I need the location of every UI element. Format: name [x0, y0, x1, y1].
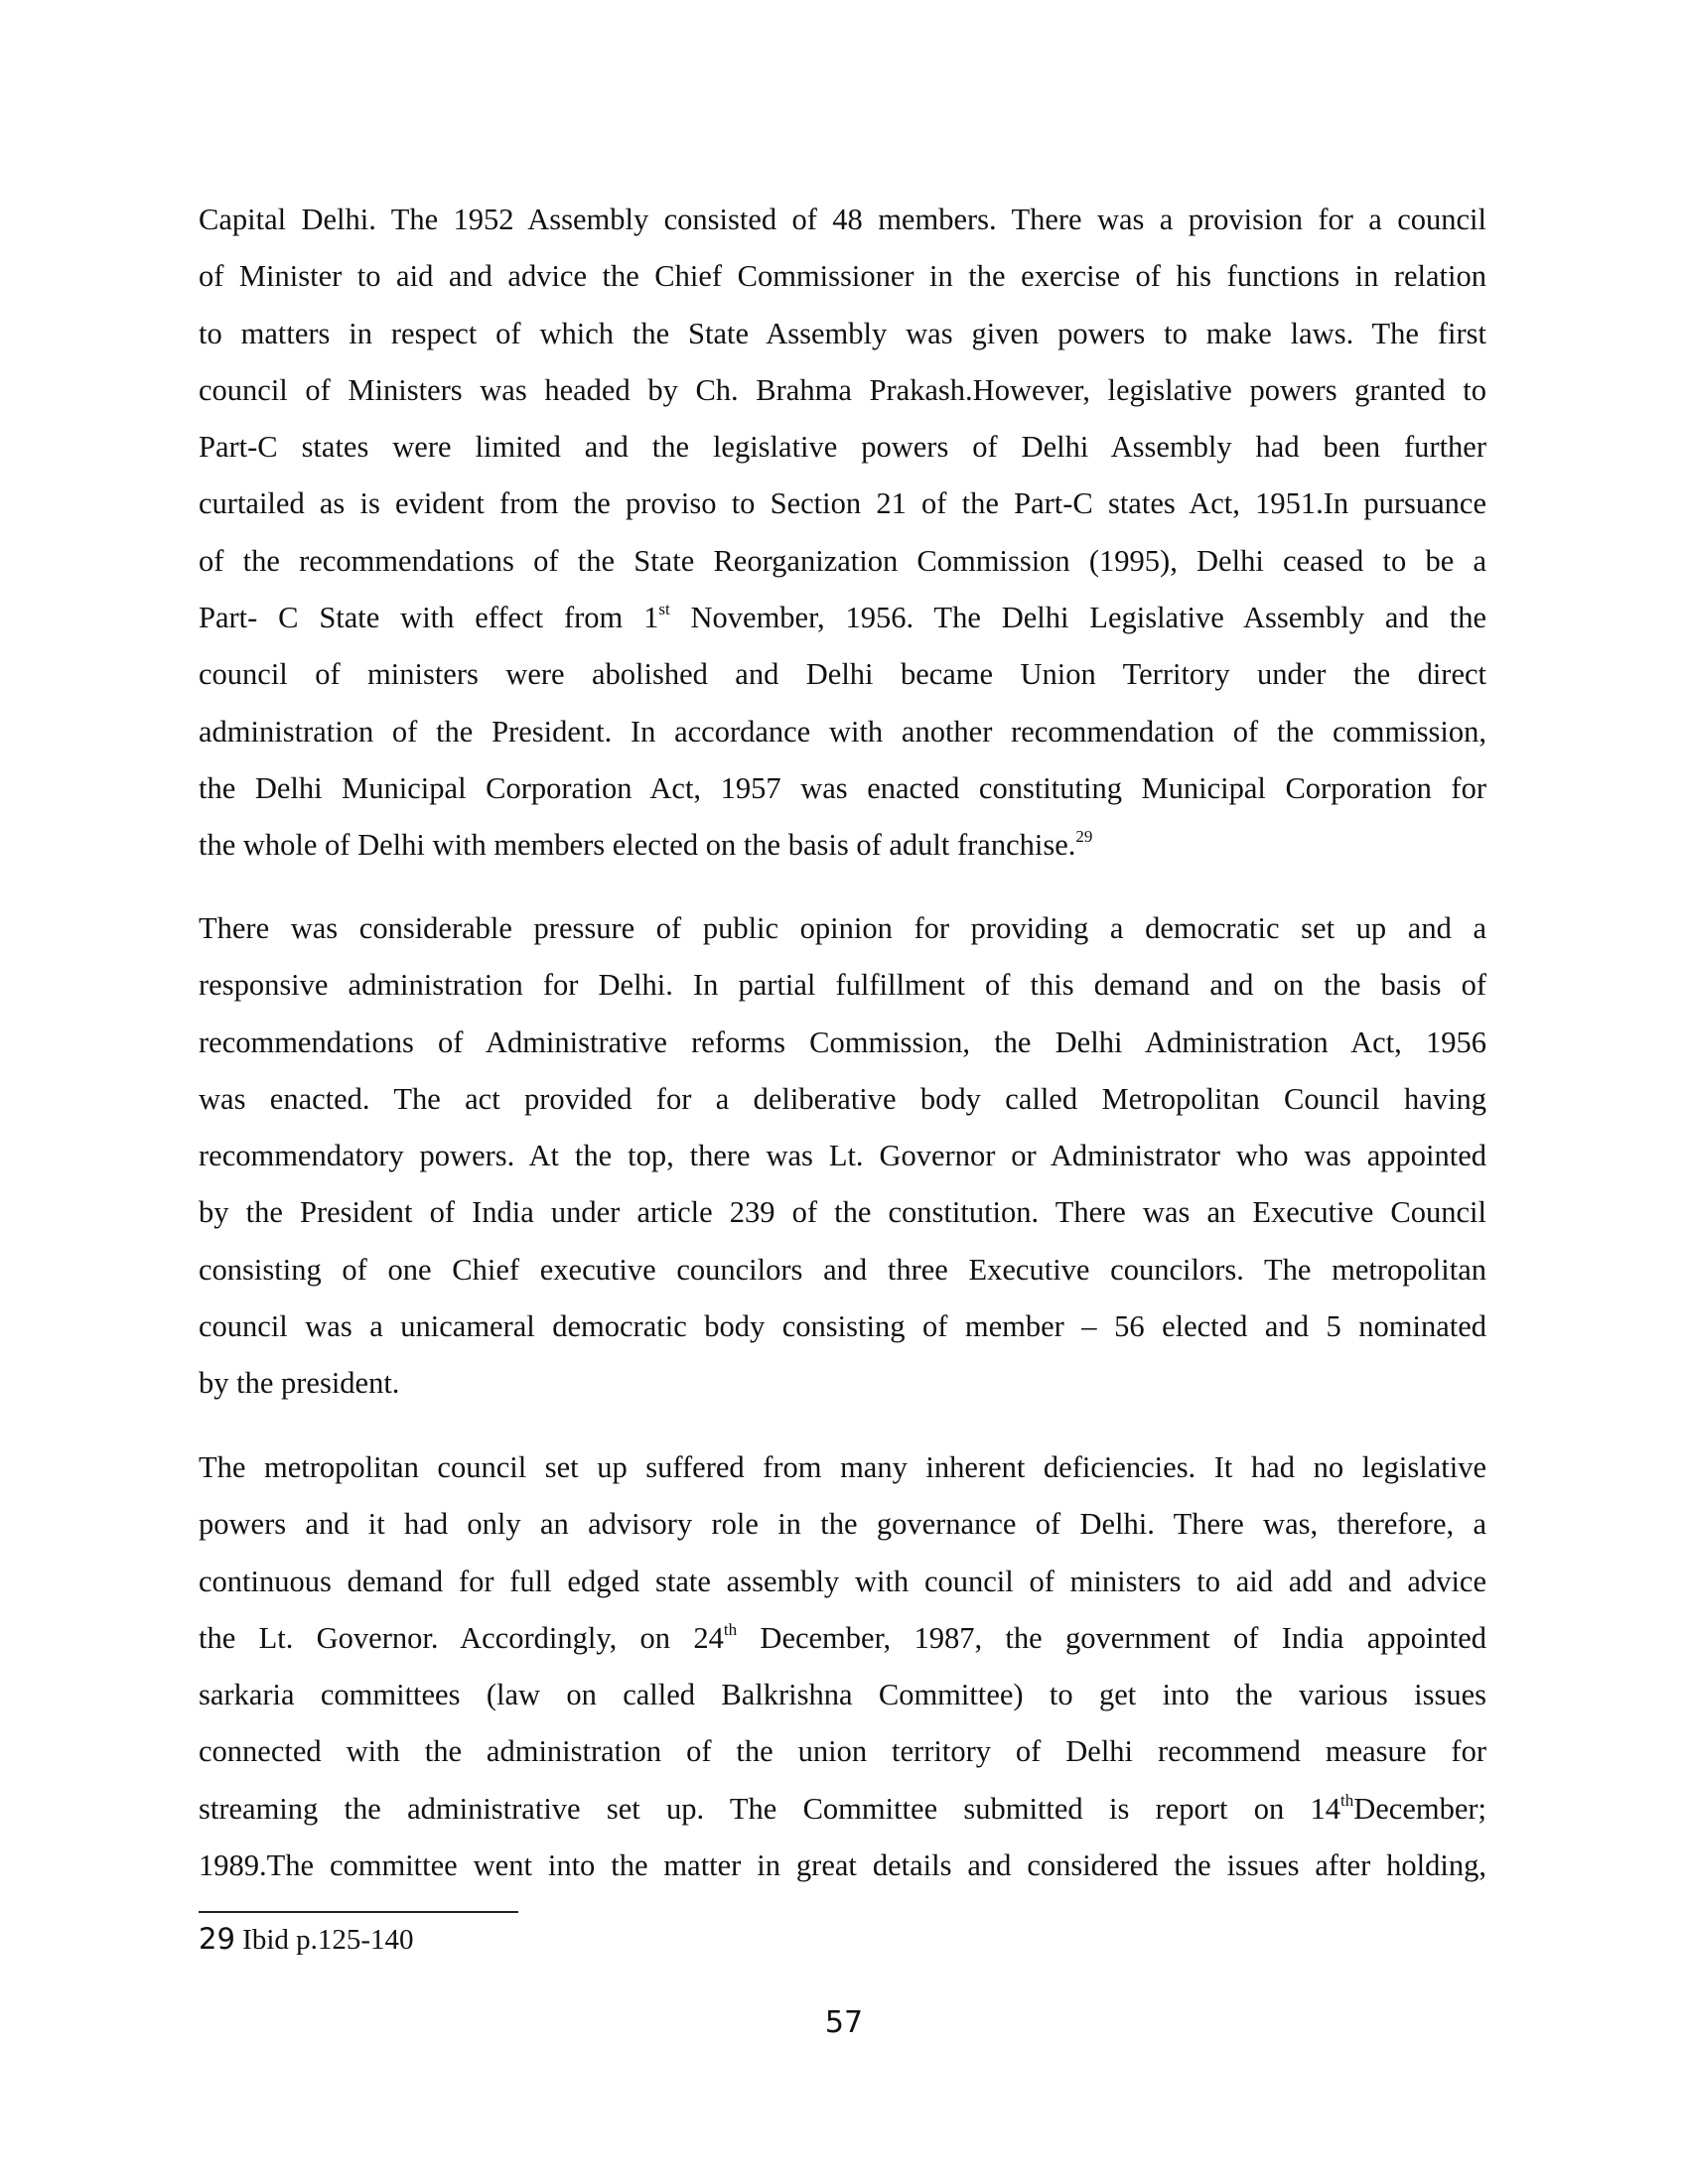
text-line: connected with the administration of the union territory of Delhi recommend measure for	[199, 1734, 1486, 1769]
text-line: of Minister to aid and advice the Chief Commissioner in the exercise of his functions in relation	[199, 259, 1486, 294]
text-run: December;	[1353, 1791, 1486, 1826]
ordinal-superscript: th	[723, 1619, 738, 1639]
text-line: the Delhi Municipal Corporation Act, 1957 was enacted constituting Municipal Corporation for	[199, 770, 1486, 805]
text-run: Part- C State with effect from 1	[199, 601, 659, 635]
page-number: 57	[824, 2005, 864, 2040]
text-line: 1989.The committee went into the matter in great details and considered the issues after holding,	[199, 1848, 1486, 1883]
text-line: responsive administration for Delhi. In partial fulfillment of this demand and on the basis of	[199, 968, 1486, 1003]
text-run: streaming the administrative set up. The Committee submitted is report on 14	[199, 1791, 1340, 1826]
text-line: recommendatory powers. At the top, there was Lt. Governor or Administrator who was appointed	[199, 1139, 1486, 1173]
text-run: the Lt. Governor. Accordingly, on 24	[199, 1620, 724, 1655]
text-line	[199, 590, 1486, 646]
text-run: the whole of Delhi with members elected on the basis of adult franchise.	[199, 828, 1076, 863]
ordinal-superscript: th	[1339, 1790, 1354, 1810]
text-line: Part-C states were limited and the legislative powers of Delhi Assembly had been further	[199, 430, 1486, 465]
footnote-reference[interactable]: 29	[1075, 827, 1093, 847]
text-line: There was considerable pressure of public opinion for providing a democratic set up and a	[199, 911, 1486, 945]
text-line: by the president.	[199, 1366, 400, 1401]
text-line: sarkaria committees (law on called Balkrishna Committee) to get into the various issues	[199, 1678, 1486, 1712]
footnote-text: Ibid p.125-140	[242, 1924, 414, 1956]
paragraph-delhi-assembly-history	[199, 192, 1486, 875]
text-line: The metropolitan council set up suffered from many inherent deficiencies. It had no legislative	[199, 1450, 1486, 1484]
text-line: council of Ministers was headed by Ch. Brahma Prakash.However, legislative powers granted to	[199, 372, 1486, 407]
paragraph-sarkaria-committee	[199, 1439, 1486, 1894]
text-line: consisting of one Chief executive councilors and three Executive councilors. The metropolitan	[199, 1252, 1486, 1287]
footnote-separator	[199, 1911, 518, 1913]
text-line: by the President of India under article 239 of the constitution. There was an Executive Council	[199, 1195, 1486, 1230]
footnote	[199, 1919, 414, 1960]
ordinal-superscript: st	[658, 600, 670, 619]
text-line	[199, 817, 1486, 874]
text-run: December, 1987, the government of India appointed	[737, 1620, 1486, 1655]
text-line: council was a unicameral democratic body consisting of member – 56 elected and 5 nominated	[199, 1309, 1486, 1344]
text-line: continuous demand for full edged state assembly with council of ministers to aid add and advice	[199, 1564, 1486, 1598]
text-line: administration of the President. In accordance with another recommendation of the commission,	[199, 714, 1486, 749]
text-line: recommendations of Administrative reforms Commission, the Delhi Administration Act, 1956	[199, 1024, 1486, 1059]
text-line: of the recommendations of the State Reorganization Commission (1995), Delhi ceased to be a	[199, 543, 1486, 578]
text-run: November, 1956. The Delhi Legislative Assembly and the	[669, 601, 1486, 635]
footnote-number: 29	[199, 1922, 235, 1956]
text-line: powers and it had only an advisory role in the governance of Delhi. There was, therefore, a	[199, 1507, 1486, 1542]
paragraph-metropolitan-council	[199, 900, 1486, 1413]
text-line: was enacted. The act provided for a deliberative body called Metropolitan Council having	[199, 1081, 1486, 1116]
text-line	[199, 1781, 1486, 1838]
text-line	[199, 1610, 1486, 1667]
text-line: council of ministers were abolished and Delhi became Union Territory under the direct	[199, 657, 1486, 692]
text-line: Capital Delhi. The 1952 Assembly consisted of 48 members. There was a provision for a council	[199, 203, 1486, 236]
text-line: curtailed as is evident from the proviso to Section 21 of the Part-C states Act, 1951.In pursuance	[199, 486, 1486, 521]
text-line: to matters in respect of which the State Assembly was given powers to make laws. The first	[199, 316, 1486, 350]
